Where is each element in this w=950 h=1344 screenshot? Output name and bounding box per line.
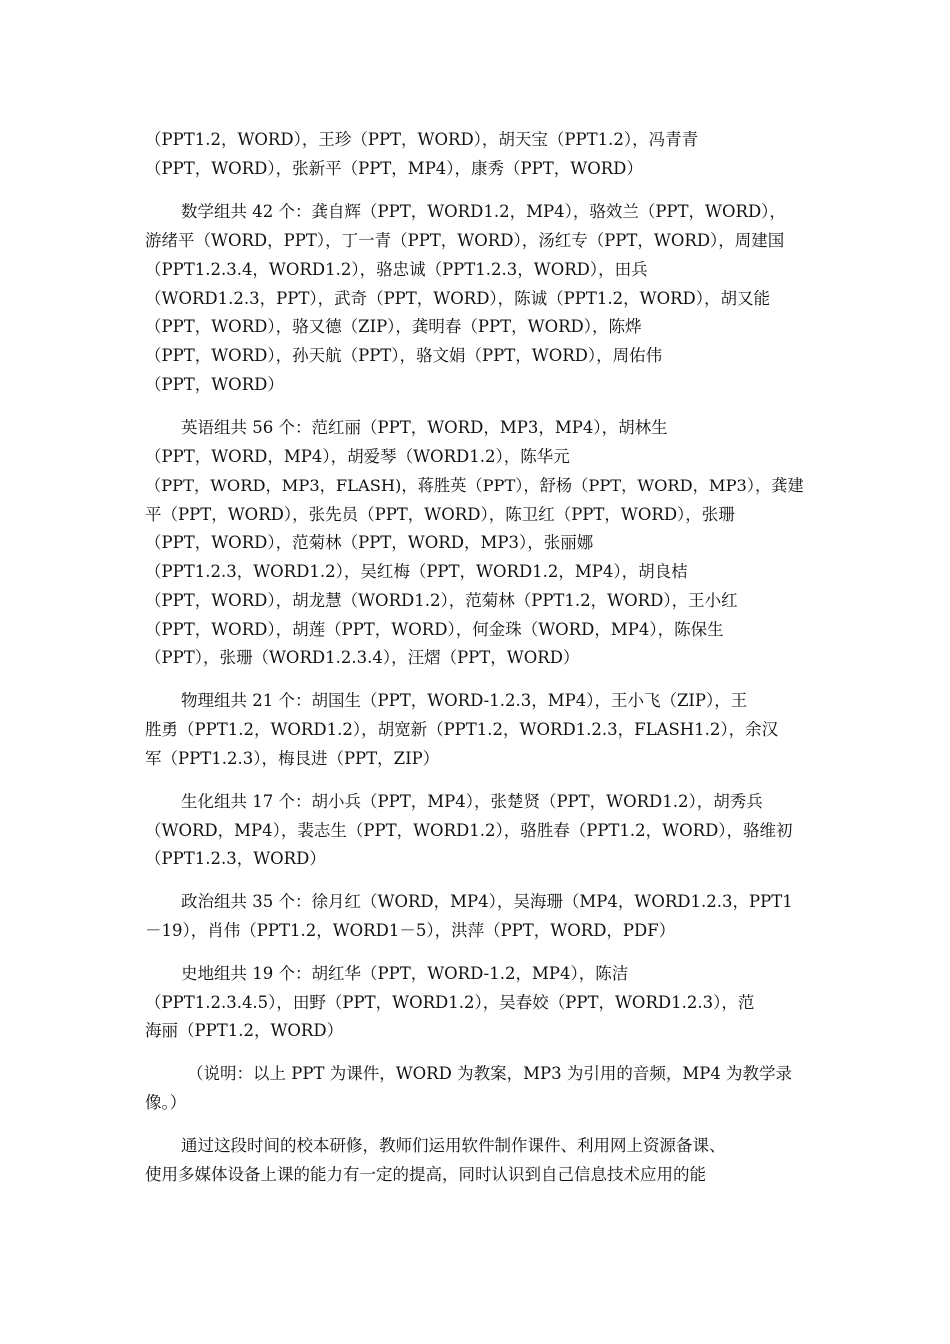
text-line: 平（PPT，WORD），张先员（PPT，WORD），陈卫红（PPT，WORD），张珊 — [145, 505, 735, 524]
note-paragraph-start: （说明：以上 PPT 为课件，WORD 为教案，MP3 为引用的音频，MP4 为教学录 — [187, 1064, 793, 1083]
text-line: （PPT1.2，WORD），王珍（PPT，WORD），胡天宝（PPT1.2），冯青青 — [145, 130, 699, 149]
text-line: （WORD，MP4），裴志生（PPT，WORD1.2），骆胜春（PPT1.2，WORD），骆维初 — [145, 821, 793, 840]
text-line: （PPT1.2.3.4.5），田野（PPT，WORD1.2），吴春姣（PPT，WORD1.2.3），范 — [145, 993, 755, 1012]
text-line: （PPT，WORD），范菊林（PPT，WORD，MP3），张丽娜 — [145, 533, 594, 552]
paragraph-history-start: 史地组共 19 个：胡红华（PPT，WORD-1.2，MP4），陈洁 — [181, 964, 629, 983]
text-line: （PPT，WORD） — [145, 375, 284, 394]
text-line: （WORD1.2.3，PPT），武奇（PPT，WORD），陈诚（PPT1.2，WORD），胡又能 — [145, 289, 771, 308]
text-line: （PPT，WORD），胡龙慧（WORD1.2），范菊林（PPT1.2，WORD），王小红 — [145, 591, 738, 610]
text-line: 军（PPT1.2.3），梅艮进（PPT，ZIP） — [145, 749, 440, 768]
text-line: （PPT，WORD），骆又德（ZIP），龚明春（PPT，WORD），陈烨 — [145, 317, 642, 336]
paragraph-physics-start: 物理组共 21 个：胡国生（PPT，WORD-1.2.3，MP4），王小飞（ZIP），王 — [181, 691, 748, 710]
text-line: （PPT，WORD，MP4），胡爱琴（WORD1.2），陈华元 — [145, 447, 570, 466]
text-line: 海丽（PPT1.2，WORD） — [145, 1021, 344, 1040]
paragraph-politics-start: 政治组共 35 个：徐月红（WORD，MP4），吴海珊（MP4，WORD1.2.3，PPT1 — [181, 892, 793, 911]
text-line: －19），肖伟（PPT1.2，WORD1－5），洪萍（PPT，WORD，PDF） — [145, 921, 676, 940]
text-line: 像。） — [145, 1093, 187, 1112]
text-line: 使用多媒体设备上课的能力有一定的提高，同时认识到自己信息技术应用的能 — [145, 1165, 706, 1184]
text-line: 游绪平（WORD，PPT），丁一青（PPT，WORD），汤红专（PPT，WORD），周建国 — [145, 231, 785, 250]
paragraph-math-start: 数学组共 42 个：龚自辉（PPT，WORD1.2，MP4），骆效兰（PPT，WORD）， — [181, 202, 786, 221]
text-line: 胜勇（PPT1.2，WORD1.2），胡宽新（PPT1.2，WORD1.2.3，FLASH1.2），余汉 — [145, 720, 779, 739]
text-line: （PPT，WORD），张新平（PPT，MP4），康秀（PPT，WORD） — [145, 159, 643, 178]
text-line: （PPT1.2.3，WORD） — [145, 849, 326, 868]
paragraph-english-start: 英语组共 56 个：范红丽（PPT，WORD，MP3，MP4），胡林生 — [181, 418, 668, 437]
paragraph-summary-start: 通过这段时间的校本研修，教师们运用软件制作课件、利用网上资源备课、 — [181, 1136, 726, 1155]
text-line: （PPT，WORD），孙天航（PPT），骆文娟（PPT，WORD），周佑伟 — [145, 346, 663, 365]
paragraph-biochem-start: 生化组共 17 个：胡小兵（PPT，MP4），张楚贤（PPT，WORD1.2），胡秀兵 — [181, 792, 763, 811]
text-line: （PPT），张珊（WORD1.2.3.4），汪熠（PPT，WORD） — [145, 648, 580, 667]
text-line: （PPT1.2.3.4，WORD1.2），骆忠诚（PPT1.2.3，WORD），田兵 — [145, 260, 648, 279]
text-line: （PPT，WORD，MP3，FLASH)，蒋胜英（PPT），舒杨（PPT，WORD，MP3），龚建 — [145, 476, 804, 495]
text-line: （PPT，WORD），胡莲（PPT，WORD），何金珠（WORD，MP4），陈保生 — [145, 620, 724, 639]
text-line: （PPT1.2.3，WORD1.2），吴红梅（PPT，WORD1.2，MP4），胡良桔 — [145, 562, 688, 581]
